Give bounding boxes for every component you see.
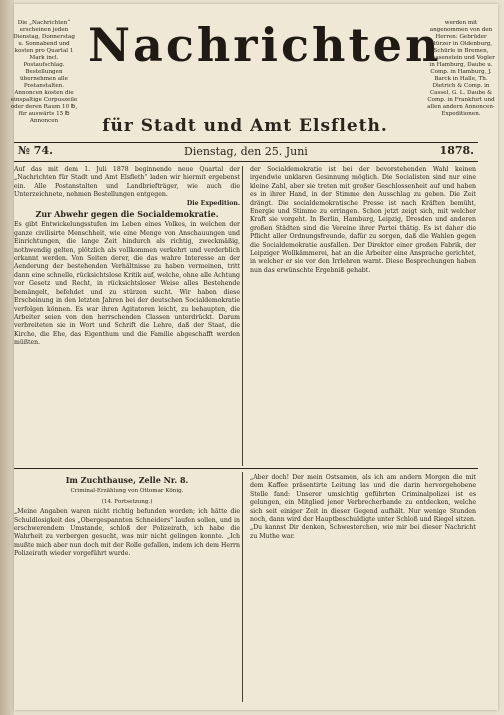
article-body-continued: der Socialdemokratie ist bei der bevorstehenden Wahl keinen irgendwie unklaren Gesinnung möglich. Die Socialisten sind nur eine kleine Zahl, aber sie treten mit großer Geschlossenheit auf und haben es in ihrer Hand, in der Stimme den Ausschlag zu geben. Die Zeit drängt. Die socialdemokratische Presse ist nach Kräften bemüht, Energie und Stimme zu erringen. Schon jetzt zeigt sich, mit welcher Kraft sie vorgeht. In Berlin, Hamburg, Leipzig, Dresden und anderen großen Städten sind die Vereine ihrer Partei thätig. Es ist daher die Pflicht aller Ordnungsfreunde, dafür zu sorgen, daß die Wahlen gegen die Socialdemokratie ausfallen. Der Direktor einer großen Fabrik, der Leipziger Wollkämmerei, hat an die Arbeiter eine Ansprache gerichtet, in welcher er sie vor den Irrlehren warnt. Diese Besprechungen haben nun das erwünschte Ergebniß gehabt. — [250, 166, 476, 274]
column-right-top — [250, 166, 476, 275]
feuilleton-body: „Meine Angaben waren nicht richtig befunden worden; ich hätte die Schuldlosigkeit des „Obergespannten Schneiders“ laufen sollen, und in erschwerendem Umstande, schloß der Polizeirath, ich habe die Wahrheit zu verbergen gesucht, was mir nicht gelingen konnte. „Ich mußte mich aber nun doch mit der Rolle gefallen, indem ich dem Herrn Polizeirath wieder vorgeführt wurde. — [14, 508, 240, 558]
masthead-subtitle: für Stadt und Amt Elsfleth. — [102, 116, 388, 136]
feuilleton-continuation: (14. Fortsetzung.) — [101, 498, 153, 505]
issue-year: 1878. — [439, 144, 474, 157]
article-heading: Zur Abwehr gegen die Socialdemokratie. — [35, 209, 219, 220]
column-divider — [242, 166, 243, 466]
masthead-title: Nachrichten — [88, 18, 442, 72]
issue-date: Dienstag, den 25. Juni — [184, 145, 308, 158]
issue-number: № 74. — [18, 144, 53, 157]
feuilleton-heading: Im Zuchthause, Zelle Nr. 8. — [65, 475, 189, 485]
subscription-notice: Die „Nachrichten“ erscheinen jeden Dienstag, Donnerstag u. Sonnabend und kosten pro Quartal 1 Mark incl. Postaufschlag. Bestellungen übernehmen alle Postanstalten. Annoncen kosten die einspaltige Corpuszeile oder deren Raum 10 ℔, für auswärts 15 ℔ Annoncen — [10, 20, 78, 124]
dateline-bar — [14, 142, 478, 162]
feuilleton-author: Criminal-Erzählung von Ottomar König. — [70, 488, 184, 495]
column-left-bottom — [14, 474, 240, 559]
subscription-invitation: Auf das mit dem 1. Juli 1878 beginnende neue Quartal der „Nachrichten für Stadt und Amt Elsfleth“ laden wir hiermit ergebenst ein. Alle Postanstalten und Landbriefträger, wie auch die Unterzeichnete, nehmen Bestellungen entgegen. — [14, 166, 240, 199]
advertising-notice: werden mit angenommen von den Herren: Gebrüder Stürzer in Oldenburg, Schürle in Bremen, Haasenstein und Vogler in Hamburg, Daube u. Comp. in Hamburg, J. Barck in Halle, Th. Dietrich & Comp. in Cassel, G. L. Daube & Comp. in Frankfurt und allen andern Annoncen-Expeditionen. — [427, 20, 495, 117]
section-rule — [14, 468, 478, 469]
feuilleton-body-continued: „Aber doch! Der mein Ostsamen, als ich am andern Morgen die mit dem Kaffee präsentirte Leitung las und die darin hervorgehobene Stelle fand: Unserer umsichtig geführten Criminalpolizei ist es gelungen, ein Mitglied jener Verbrecherbande zu entdecken, welche sich seit einiger Zeit in dieser Gegend aufhält. Nur wenige Stunden noch, dann wird der Hauptbeschuldigte unter Schloß und Riegel sitzen. „Du kannst Dir denken, Schwesterchen, wie mir bei dieser Nachricht zu Muthe war. — [250, 474, 476, 540]
article-body: Es gibt Entwickelungsstufen im Leben eines Volkes, in welchen der ganze civilisirte Menschheit, wie eine Menge von Anschauungen und Einrichtungen, die lange Zeit hindurch als richtig, zweckmäßig, nothwendig gelten, plötzlich als vollkommen verkehrt und verderblich erkannt werden. Von Seiten derer, die das wahre Interesse an der Aenderung der bestehenden Verhältnisse zu haben vermeinen, tritt dann eine schnelle, rücksichtslose Kritik auf, welche, ohne alle Achtung vor Gesetz und Recht, in rücksichtsloser Weise alles Bestehende bemängelt, befehdet und zu stürzen sucht. Wir haben diese Erscheinung in den letzten Jahren bei der deutschen Socialdemokratie verfolgen können. Es war ihren Agitatoren leicht, zu behaupten, die Arbeiter seien von den herrschenden Classen unterdrückt. Darum verbreiteten sie in Wort und Schrift die Lehre, daß der Staat, die Kirche, die Ehe, das Eigenthum und die Familie abgeschafft werden müßten. — [14, 221, 240, 347]
expedition-signature: Die Expedition. — [186, 199, 240, 207]
column-divider-lower — [242, 472, 243, 702]
column-left-top — [14, 166, 240, 348]
column-right-bottom — [250, 474, 476, 541]
